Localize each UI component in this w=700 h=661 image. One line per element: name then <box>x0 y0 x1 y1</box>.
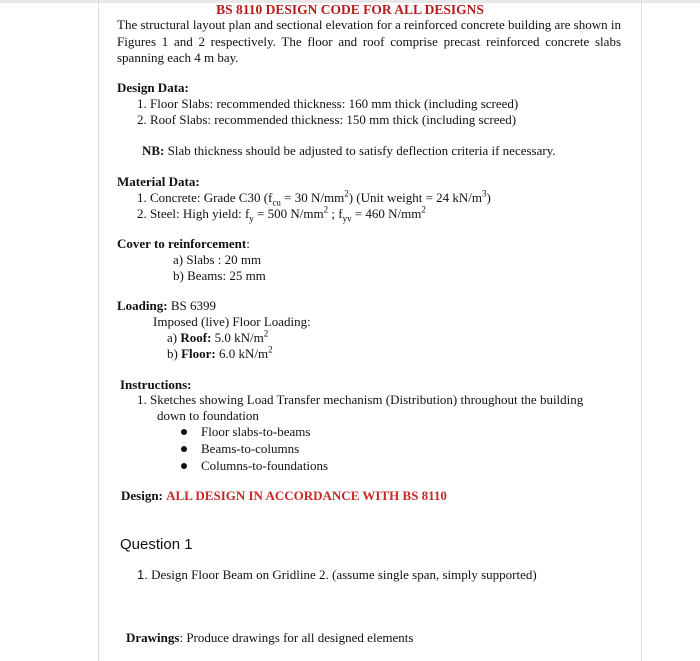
loading-heading: Loading: BS 6399 <box>117 298 216 313</box>
drawings-instruction <box>126 630 413 646</box>
design-data-heading: Design Data: <box>117 80 189 95</box>
drawings-text: : Produce drawings for all designed elements <box>179 630 414 645</box>
cover-slabs: a) Slabs : 20 mm <box>173 252 262 267</box>
document-title: BS 8110 DESIGN CODE FOR ALL DESIGNS <box>216 2 484 17</box>
question-heading: Question 1 <box>120 536 193 553</box>
nb-text: Slab thickness should be adjusted to satisfy deflection criteria if necessary. <box>164 143 556 158</box>
instruction-item-1-line1: 1. Sketches showing Load Transfer mechanism (Distribution) throughout the building <box>137 392 584 407</box>
material-concrete: 1. Concrete: Grade C30 ($f_{cu} = 30$ $N/mm^2$) (Unit weight = 24 $kN/m^3$) <box>137 188 491 208</box>
list-item: Columns-to-foundations <box>181 458 328 474</box>
bullet-icon <box>181 446 187 452</box>
design-text: ALL DESIGN IN ACCORDANCE WITH BS 8110 <box>166 488 447 503</box>
design-label: Design: <box>121 488 163 503</box>
page-right-border <box>641 0 642 661</box>
design-data-item-roof: 2. Roof Slabs: recommended thickness: 150 mm thick (including screed) <box>137 112 517 127</box>
nb-label: NB: <box>142 143 165 158</box>
page-left-border <box>98 0 99 661</box>
nb-note <box>142 143 556 159</box>
question-number: 1. <box>137 567 148 582</box>
bullet-icon <box>181 463 187 469</box>
list-item: Beams-to-columns <box>181 441 299 457</box>
instruction-item-1-line2: down to foundation <box>157 408 259 423</box>
cover-beams: b) Beams: 25 mm <box>173 268 266 283</box>
drawings-label: Drawings <box>126 630 180 645</box>
intro-paragraph: The structural layout plan and sectional elevation for a reinforced concrete building are shown in Figures 1 and 2 respectively. The floor and roof comprise precast reinforced concrete slabs spanning each 4 m bay. <box>117 17 621 65</box>
design-data-item-floor: 1. Floor Slabs: recommended thickness: 160 mm thick (including screed) <box>137 96 519 111</box>
design-statement <box>121 488 447 504</box>
question-text: Design Floor Beam on Gridline 2. (assume single span, simply supported) <box>147 567 537 582</box>
material-data-heading: Material Data: <box>117 174 200 189</box>
loading-floor: b) Floor: 6.0 $kN/m^2$ <box>167 344 273 361</box>
question-item <box>137 567 537 583</box>
cover-heading: Cover to reinforcement: <box>117 236 250 251</box>
loading-subheading: Imposed (live) Floor Loading: <box>153 314 311 329</box>
bullet-icon <box>181 429 187 435</box>
list-item: Floor slabs-to-beams <box>181 424 310 440</box>
material-steel: 2. Steel: High yield: $f_y = 500$ $N/mm^2$ ; $f_{yv} = 460$ $N/mm^2$ <box>137 204 426 224</box>
instructions-heading: Instructions: <box>120 377 192 392</box>
loading-roof: a) Roof: 5.0 $kN/m^2$ <box>167 328 269 345</box>
